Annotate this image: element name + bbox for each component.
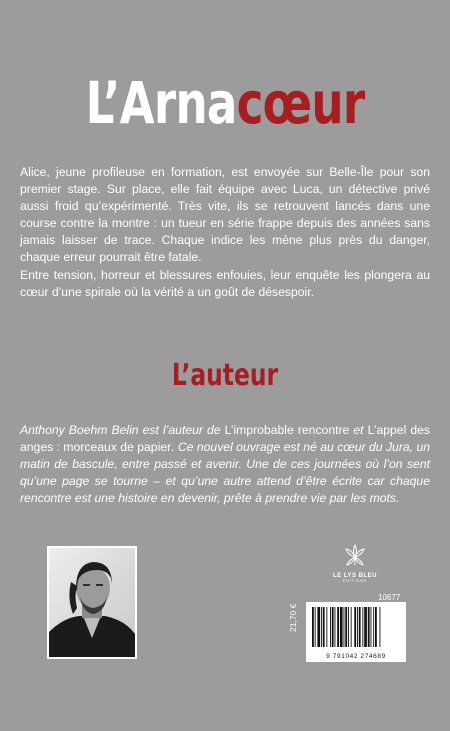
author-photo: [47, 546, 137, 659]
book-title-part1: L’Arna: [85, 69, 237, 137]
price: 21,70 €: [288, 603, 298, 632]
author-bio: [20, 422, 430, 507]
isbn-number: 9 791042 274689: [326, 653, 386, 660]
book-title: [50, 68, 401, 138]
bio-segment: . Ce nouvel ouvrage est né au cœur du Jura, un matin de bascule, entre passé et avenir. Une de ces journées où l’on sent qu’une page se tourne – et qu’une autre attend d’être écrite car chaque rencontre est une histoire en devenir, prête à prendre vie par les mots.: [20, 440, 430, 506]
barcode-icon: [306, 602, 406, 650]
synopsis: [20, 164, 430, 301]
publisher-subtitle: ÉDITIONS: [342, 579, 368, 583]
author-portrait-icon: [49, 548, 135, 657]
lily-icon: [344, 543, 366, 567]
synopsis-paragraph: Entre tension, horreur et blessures enfouies, leur enquête les plongera au cœur d’une spirale où la vérité a un goût de désespoir.: [20, 267, 430, 299]
bio-segment: Anthony Boehm Belin est l’auteur de: [20, 423, 225, 437]
synopsis-paragraph: Alice, jeune profileuse en formation, est envoyée sur Belle-Île pour son premier stage. Sur place, elle fait équipe avec Luca, un détective privé aussi froid qu’expérimenté. Très vite, ils se retrouvent lancés dans une course contre la montre : un tueur en série frappe depuis des années sans jamais laisser de trace. Chaque indice les mène plus près du danger, chaque erreur pourrait être fatale.: [20, 165, 430, 265]
author-heading: L’auteur: [171, 358, 279, 393]
barcode: [306, 602, 406, 662]
product-code: 10677: [378, 593, 401, 602]
bio-book-title: L’improbable rencontre: [224, 423, 350, 437]
bio-segment: et: [349, 423, 368, 437]
publisher-logo: [325, 543, 385, 593]
publisher-name: LE LYS BLEU: [333, 573, 377, 579]
bio-book-title: L’appel des anges : morceaux de papier: [20, 423, 430, 455]
book-title-part2: cœur: [236, 69, 365, 137]
